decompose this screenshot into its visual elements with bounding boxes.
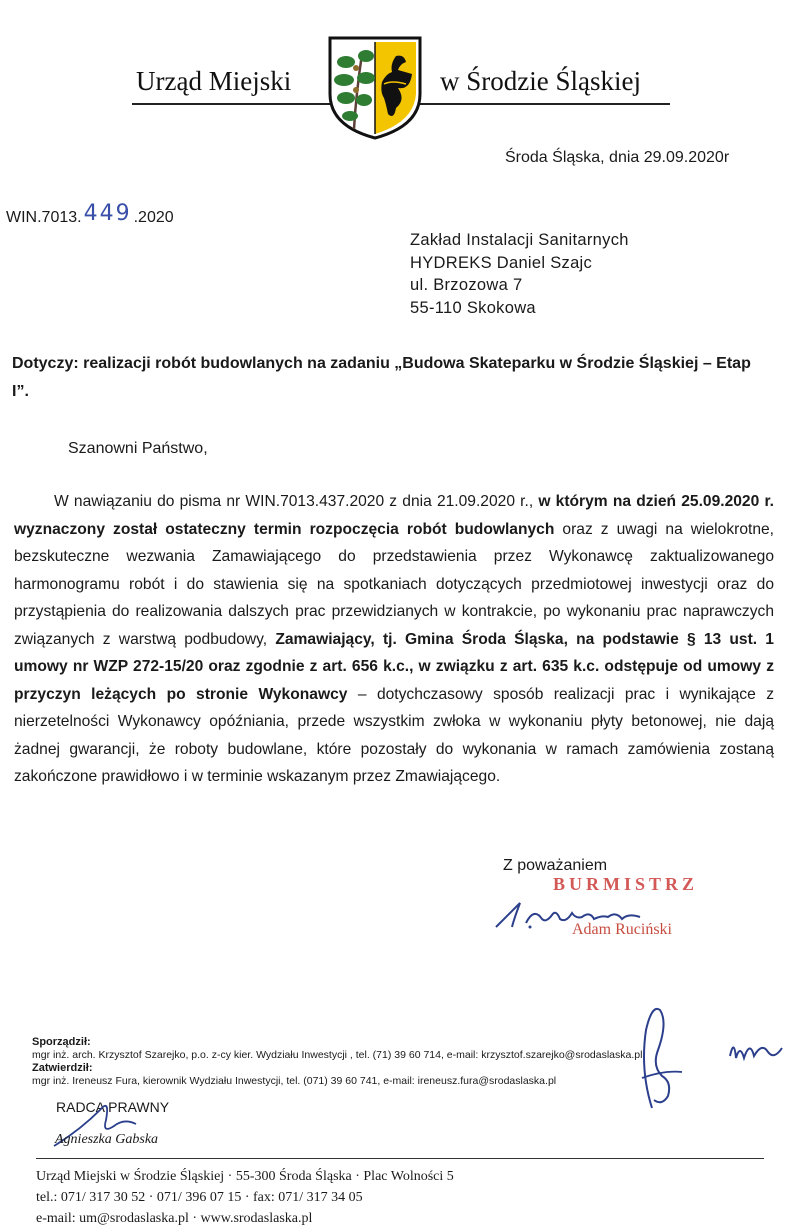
letter-subject: Dotyczy: realizacji robót budowlanych na zadaniu „Budowa Skateparku w Środzie Śląskiej – Etap I”. — [12, 355, 751, 400]
body-bold-text: w którym na dzień 25.09.2020 r. wyznaczony został ostateczny termin rozpoczęcia robót budowlanych — [14, 493, 774, 538]
header-town-name: w Środzie Śląskiej — [440, 66, 641, 96]
body-text: – dotychczasowy sposób realizacji prac i wynikające z nierzetelności Wykonawcy opóźniania, przede wszystkim zwłoka w wykonaniu płyty betonowej, nie dają żadnej gwarancji, że roboty budowlane, które pozostały do wykonania w ramach zamówienia zostaną zakończone prawidłowo i w terminie wskazanym przez Zmawiającego. — [14, 685, 774, 785]
body-text: oraz z uwagi na wielokrotne, bezskuteczne wezwania Zamawiającego do przedstawienia przez Wykonawcę zaktualizowanego harmonogramu robót i do stawienia się na spotkaniach dotyczących przedmiotowej inwestycji oraz do przystąpienia do realizowania dalszych prac przewidzianych w kontrakcie, po wykonaniu prac naprawczych związanych z warstwą podbudowy, — [14, 520, 774, 648]
footer-phones: tel.: 071/ 317 30 52 · 071/ 396 07 15 · fax: 071/ 317 34 05 — [36, 1190, 363, 1205]
prepared-label: Sporządził: — [32, 1036, 91, 1048]
recipient-line: Zakład Instalacji Sanitarnych — [410, 231, 629, 249]
salutation: Szanowni Państwo, — [68, 440, 208, 457]
coat-of-arms-icon — [326, 34, 424, 142]
footer-address: Urząd Miejski w Środzie Śląskiej · 55-300 Środa Śląska · Plac Wolności 5 — [36, 1169, 454, 1184]
prepared-by-block — [32, 1036, 642, 1088]
approved-label: Zatwierdził: — [32, 1062, 93, 1074]
recipient-line: ul. Brzozowa 7 — [410, 276, 523, 294]
letter-body — [14, 488, 774, 791]
legal-counsel-title: RADCA PRAWNY — [56, 1099, 170, 1115]
header-office-name: Urząd Miejski — [136, 66, 292, 96]
prepared-text: mgr inż. arch. Krzysztof Szarejko, p.o. z-cy kier. Wydziału Inwestycji , tel. (71) 39 60 714, e-mail: krzysztof.szarejko@srodaslaska.pl — [32, 1049, 643, 1061]
reference-prefix: WIN.7013. — [6, 209, 82, 226]
approved-text: mgr inż. Ireneusz Fura, kierownik Wydziału Inwestycji, tel. (071) 39 60 741, e-mail: ireneusz.fura@srodaslaska.pl — [32, 1075, 557, 1087]
reference-handwritten-number: 449 — [83, 201, 132, 226]
footer-rule — [36, 1158, 764, 1159]
recipient-address — [410, 229, 629, 319]
reference-number — [6, 203, 174, 228]
legal-counsel-name: Agnieszka Gabska — [55, 1132, 159, 1147]
footer-contact — [36, 1166, 454, 1229]
mayor-stamp-title: BURMISTRZ — [553, 874, 699, 894]
approval-signature-icon — [612, 1000, 800, 1112]
mayor-stamp-name: Adam Ruciński — [572, 921, 672, 938]
closing-phrase: Z poważaniem — [503, 857, 608, 874]
footer-web: e-mail: um@srodaslaska.pl · www.srodaslaska.pl — [36, 1211, 313, 1226]
body-text: W nawiązaniu do pisma nr WIN.7013.437.2020 z dnia 21.09.2020 r., — [54, 493, 539, 510]
recipient-line: 55-110 Skokowa — [410, 298, 536, 317]
letter-date: Środa Śląska, dnia 29.09.2020r — [505, 149, 730, 166]
recipient-line: HYDREKS Daniel Szajc — [410, 253, 593, 272]
body-bold-text: Zamawiający, tj. Gmina Środa Śląska, na podstawie § 13 ust. 1 umowy nr WZP 272-15/20 oraz zgodnie z art. 656 k.c., w związku z art. 635 k.c. odstępuje od umowy z przyczyn leżących po stronie Wykonawcy — [14, 630, 774, 703]
reference-suffix: .2020 — [133, 209, 174, 226]
